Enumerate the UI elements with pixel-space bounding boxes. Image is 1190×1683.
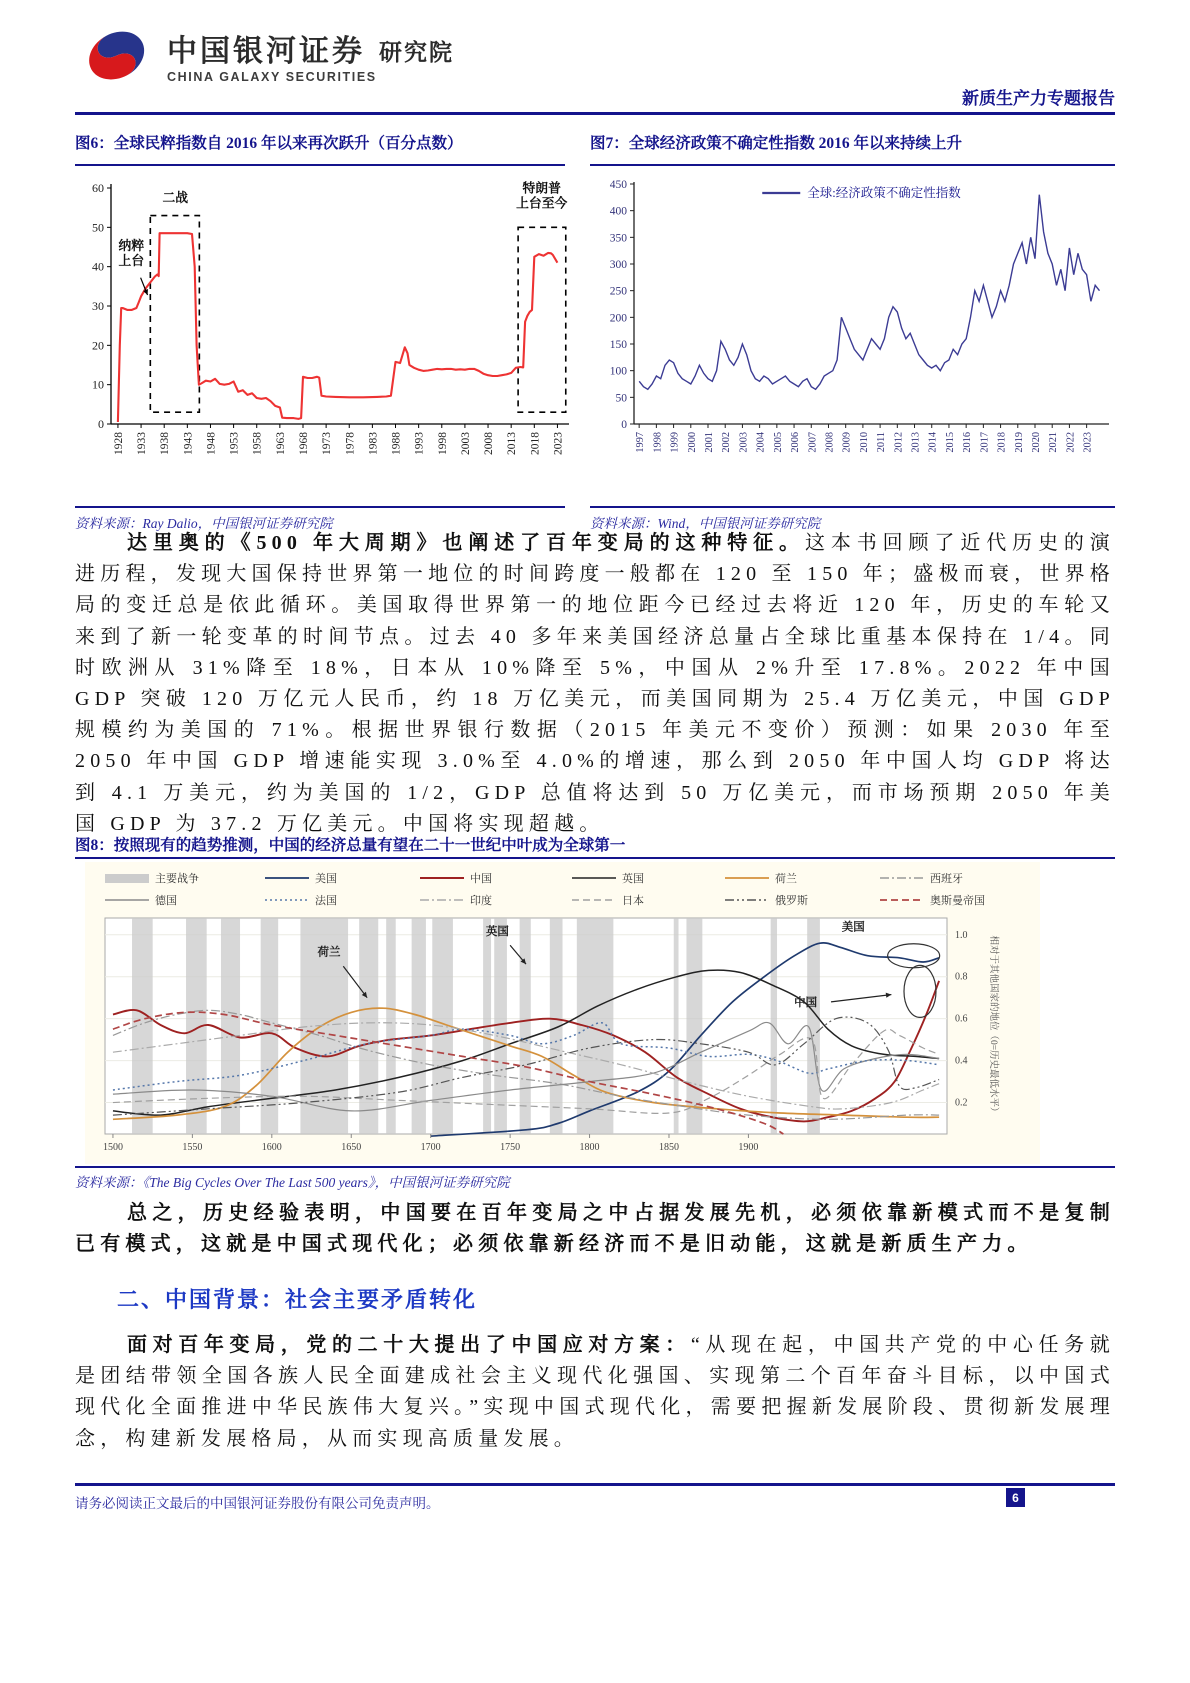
svg-text:0.4: 0.4 <box>955 1055 968 1067</box>
svg-text:1600: 1600 <box>261 1142 282 1153</box>
body-paragraph-1 <box>75 528 1115 840</box>
report-type-title: 新质生产力专题报告 <box>962 89 1115 108</box>
svg-text:奥斯曼帝国: 奥斯曼帝国 <box>930 895 985 907</box>
svg-text:1968: 1968 <box>297 432 310 455</box>
fig7-svg <box>590 172 1115 504</box>
footer-rule <box>75 1483 1115 1486</box>
svg-text:50: 50 <box>615 392 627 405</box>
fig6-source: 资料来源：Ray Dalio，中国银河证券研究院 <box>75 516 333 531</box>
galaxy-logo-icon <box>83 24 155 96</box>
svg-text:2013: 2013 <box>910 432 922 453</box>
svg-text:中国: 中国 <box>470 873 492 885</box>
fig8-source-rule <box>75 1166 1115 1168</box>
svg-text:250: 250 <box>609 285 627 298</box>
fig6-svg <box>75 172 575 504</box>
svg-text:1750: 1750 <box>500 1142 521 1153</box>
svg-text:日本: 日本 <box>622 895 644 907</box>
svg-text:1900: 1900 <box>738 1142 759 1153</box>
paragraph-2-body: “从现在起，中国共产党的中心任务就是团结带领全国各族人民全面建成社会主义现代化强国、实现第二个百年奋斗目标，以中国式现代化全面推进中华民族伟大复兴。”实现中国式现代化，需要把握新发展阶段、贯彻新发展理念，构建新发展格局，从而实现高质量发展。 <box>75 1334 1115 1450</box>
svg-text:0: 0 <box>98 417 104 431</box>
fig6-chart <box>75 172 575 504</box>
svg-text:1550: 1550 <box>182 1142 203 1153</box>
svg-text:荷兰: 荷兰 <box>775 873 797 885</box>
paragraph-1-body: 这本书回顾了近代历史的演进历程，发现大国保持世界第一地位的时间跨度一般都在 120 至 150 年；盛极而衰，世界格局的变迁总是依此循环。美国取得世界第一的地位距今已经过去将近 120 年，历史的车轮又来到了新一轮变革的时间节点。过去 40 多年来美国经济总量占全球比重基本保持在 1/4。同时欧洲从 31%降至 18%，日本从 10%降至 5%，中国从 2%升至 17.8%。2022 年中国 GDP 突破 120 万亿元人民币，约 18 万亿美元，而美国同期为 25.4 万亿美元，中国 GDP 规模约为美国的 71%。根据世界银行数据（2015 年美元不变价）预测：如果 2030 年至 2050 年中国 GDP 增速能实现 3.0%至 4.0%的增速，那么到 2050 年中国人均 GDP 将达到 4.1 万美元，约为美国的 1/2，GDP 总值将达到 50 万亿美元，而市场预期 2050 年美国 GDP 为 37.2 万亿美元。中国将实现超越。 <box>75 532 1115 835</box>
svg-text:印度: 印度 <box>470 895 492 907</box>
svg-text:上台至今: 上台至今 <box>516 196 568 211</box>
svg-text:1933: 1933 <box>136 432 149 455</box>
svg-text:0: 0 <box>621 419 627 431</box>
svg-text:400: 400 <box>609 205 627 218</box>
svg-text:0.8: 0.8 <box>955 971 968 983</box>
svg-text:1998: 1998 <box>652 432 664 453</box>
svg-text:2009: 2009 <box>841 432 853 453</box>
svg-text:2000: 2000 <box>686 432 698 453</box>
svg-text:40: 40 <box>92 259 104 274</box>
svg-text:2023: 2023 <box>1082 432 1094 453</box>
fig8-caption: 图8：按照现有的趋势推测，中国的经济总量有望在二十一世纪中叶成为全球第一 <box>75 837 626 854</box>
paragraph-1-lead: 达里奥的《500 年大周期》也阐述了百年变局的这种特征。 <box>127 532 805 554</box>
svg-text:2019: 2019 <box>1013 432 1025 453</box>
svg-text:2004: 2004 <box>755 432 767 453</box>
header-rule <box>75 112 1115 115</box>
svg-text:2020: 2020 <box>1030 432 1042 453</box>
fig8-caption-rule <box>75 857 1115 859</box>
fig7-source: 资料来源：Wind，中国银河证券研究院 <box>590 516 821 531</box>
svg-text:2021: 2021 <box>1048 432 1060 453</box>
svg-text:2005: 2005 <box>772 432 784 453</box>
logo-institute: 研究院 <box>379 39 454 65</box>
svg-text:英国: 英国 <box>622 873 644 885</box>
svg-text:2003: 2003 <box>738 432 750 453</box>
svg-text:200: 200 <box>609 312 627 325</box>
company-logo <box>83 24 454 96</box>
body-paragraph-2 <box>75 1330 1115 1455</box>
section-heading: 二、中国背景：社会主要矛盾转化 <box>117 1287 478 1312</box>
svg-text:1999: 1999 <box>669 432 681 453</box>
populism-line <box>118 233 558 422</box>
svg-text:1850: 1850 <box>658 1142 679 1153</box>
svg-text:德国: 德国 <box>155 895 177 907</box>
svg-text:2003: 2003 <box>459 432 472 455</box>
paragraph-2-lead: 面对百年变局，党的二十大提出了中国应对方案： <box>127 1334 691 1356</box>
svg-text:1650: 1650 <box>341 1142 362 1153</box>
svg-text:2011: 2011 <box>876 432 888 453</box>
svg-text:主要战争: 主要战争 <box>155 873 199 885</box>
fig8-svg <box>85 862 1040 1164</box>
svg-text:荷兰: 荷兰 <box>317 946 341 959</box>
svg-text:2010: 2010 <box>858 432 870 453</box>
svg-text:西班牙: 西班牙 <box>930 873 963 885</box>
svg-text:1800: 1800 <box>579 1142 600 1153</box>
svg-text:0.2: 0.2 <box>955 1097 968 1109</box>
svg-text:1938: 1938 <box>159 432 172 455</box>
svg-text:2022: 2022 <box>1065 432 1077 453</box>
svg-text:60: 60 <box>92 181 104 195</box>
svg-text:纳粹: 纳粹 <box>118 239 145 254</box>
svg-text:美国: 美国 <box>841 921 865 934</box>
svg-text:2008: 2008 <box>824 432 836 453</box>
svg-text:1943: 1943 <box>182 432 195 455</box>
svg-text:美国: 美国 <box>315 873 337 885</box>
fig7-caption-rule <box>590 164 1115 166</box>
svg-text:2006: 2006 <box>790 432 802 453</box>
fig7-chart <box>590 172 1115 504</box>
svg-text:中国: 中国 <box>794 997 818 1010</box>
conclusion-paragraph: 总之，历史经验表明，中国要在百年变局之中占据发展先机，必须依靠新模式而不是复制已有模式，这就是中国式现代化；必须依靠新经济而不是旧动能，这就是新质生产力。 <box>75 1202 1115 1256</box>
svg-text:2012: 2012 <box>893 432 905 453</box>
svg-text:1973: 1973 <box>321 432 334 455</box>
svg-text:2002: 2002 <box>721 432 733 453</box>
svg-text:2007: 2007 <box>807 432 819 453</box>
svg-text:1993: 1993 <box>413 432 426 455</box>
svg-text:全球:经济政策不确定性指数: 全球:经济政策不确定性指数 <box>807 186 961 200</box>
svg-text:二战: 二战 <box>162 190 189 205</box>
svg-text:相对于其他国家的地位（0=历史最低水平）: 相对于其他国家的地位（0=历史最低水平） <box>988 935 998 1117</box>
svg-text:2023: 2023 <box>552 432 565 455</box>
svg-text:1998: 1998 <box>436 432 449 455</box>
footer-disclaimer: 请务必阅读正文最后的中国银河证券股份有限公司免责声明。 <box>75 1496 440 1511</box>
svg-text:2008: 2008 <box>483 432 496 455</box>
svg-text:10: 10 <box>92 377 104 392</box>
fig8-source: 资料来源：《The Big Cycles Over The Last 500 years》，中国银河证券研究院 <box>75 1175 510 1190</box>
svg-text:2018: 2018 <box>996 432 1008 453</box>
svg-text:俄罗斯: 俄罗斯 <box>775 895 808 907</box>
fig6-caption-rule <box>75 164 565 166</box>
svg-text:1953: 1953 <box>228 432 241 455</box>
svg-text:特朗普: 特朗普 <box>522 181 561 196</box>
svg-text:2018: 2018 <box>529 432 542 455</box>
svg-text:1983: 1983 <box>367 432 380 455</box>
svg-text:1963: 1963 <box>274 432 287 455</box>
svg-text:1928: 1928 <box>112 432 125 455</box>
svg-text:2001: 2001 <box>704 432 716 453</box>
svg-text:法国: 法国 <box>315 895 337 907</box>
svg-text:450: 450 <box>609 179 627 191</box>
svg-text:100: 100 <box>609 365 627 378</box>
svg-text:1.0: 1.0 <box>955 929 968 941</box>
svg-text:1500: 1500 <box>102 1142 123 1153</box>
logo-name-cn: 中国银河证券 <box>167 35 365 68</box>
svg-text:1958: 1958 <box>251 432 264 455</box>
svg-text:30: 30 <box>92 299 104 313</box>
fig8-chart <box>85 862 1040 1164</box>
svg-text:0.6: 0.6 <box>955 1013 968 1025</box>
svg-text:2016: 2016 <box>962 432 974 453</box>
svg-text:350: 350 <box>609 232 627 245</box>
svg-text:2015: 2015 <box>944 432 956 453</box>
svg-text:1948: 1948 <box>205 432 218 455</box>
epu-line <box>639 195 1099 390</box>
svg-text:150: 150 <box>609 339 627 351</box>
svg-text:上台: 上台 <box>118 254 145 269</box>
fig6-source-rule <box>75 506 565 508</box>
svg-text:2014: 2014 <box>927 432 939 453</box>
svg-text:300: 300 <box>609 259 627 271</box>
svg-text:20: 20 <box>92 338 104 353</box>
svg-text:1978: 1978 <box>344 432 357 455</box>
svg-text:1997: 1997 <box>635 432 647 453</box>
svg-text:50: 50 <box>92 220 104 235</box>
page-number-badge: 6 <box>1006 1488 1025 1507</box>
fig6-caption: 图6：全球民粹指数自 2016 年以来再次跃升（百分点数） <box>75 135 463 152</box>
svg-text:1988: 1988 <box>390 432 403 455</box>
svg-text:2017: 2017 <box>979 432 991 453</box>
logo-name-en: CHINA GALAXY SECURITIES <box>167 70 377 84</box>
svg-text:英国: 英国 <box>485 925 509 938</box>
svg-text:2013: 2013 <box>506 432 519 455</box>
fig7-source-rule <box>590 506 1115 508</box>
svg-text:1700: 1700 <box>420 1142 441 1153</box>
fig7-caption: 图7：全球经济政策不确定性指数 2016 年以来持续上升 <box>590 135 963 152</box>
